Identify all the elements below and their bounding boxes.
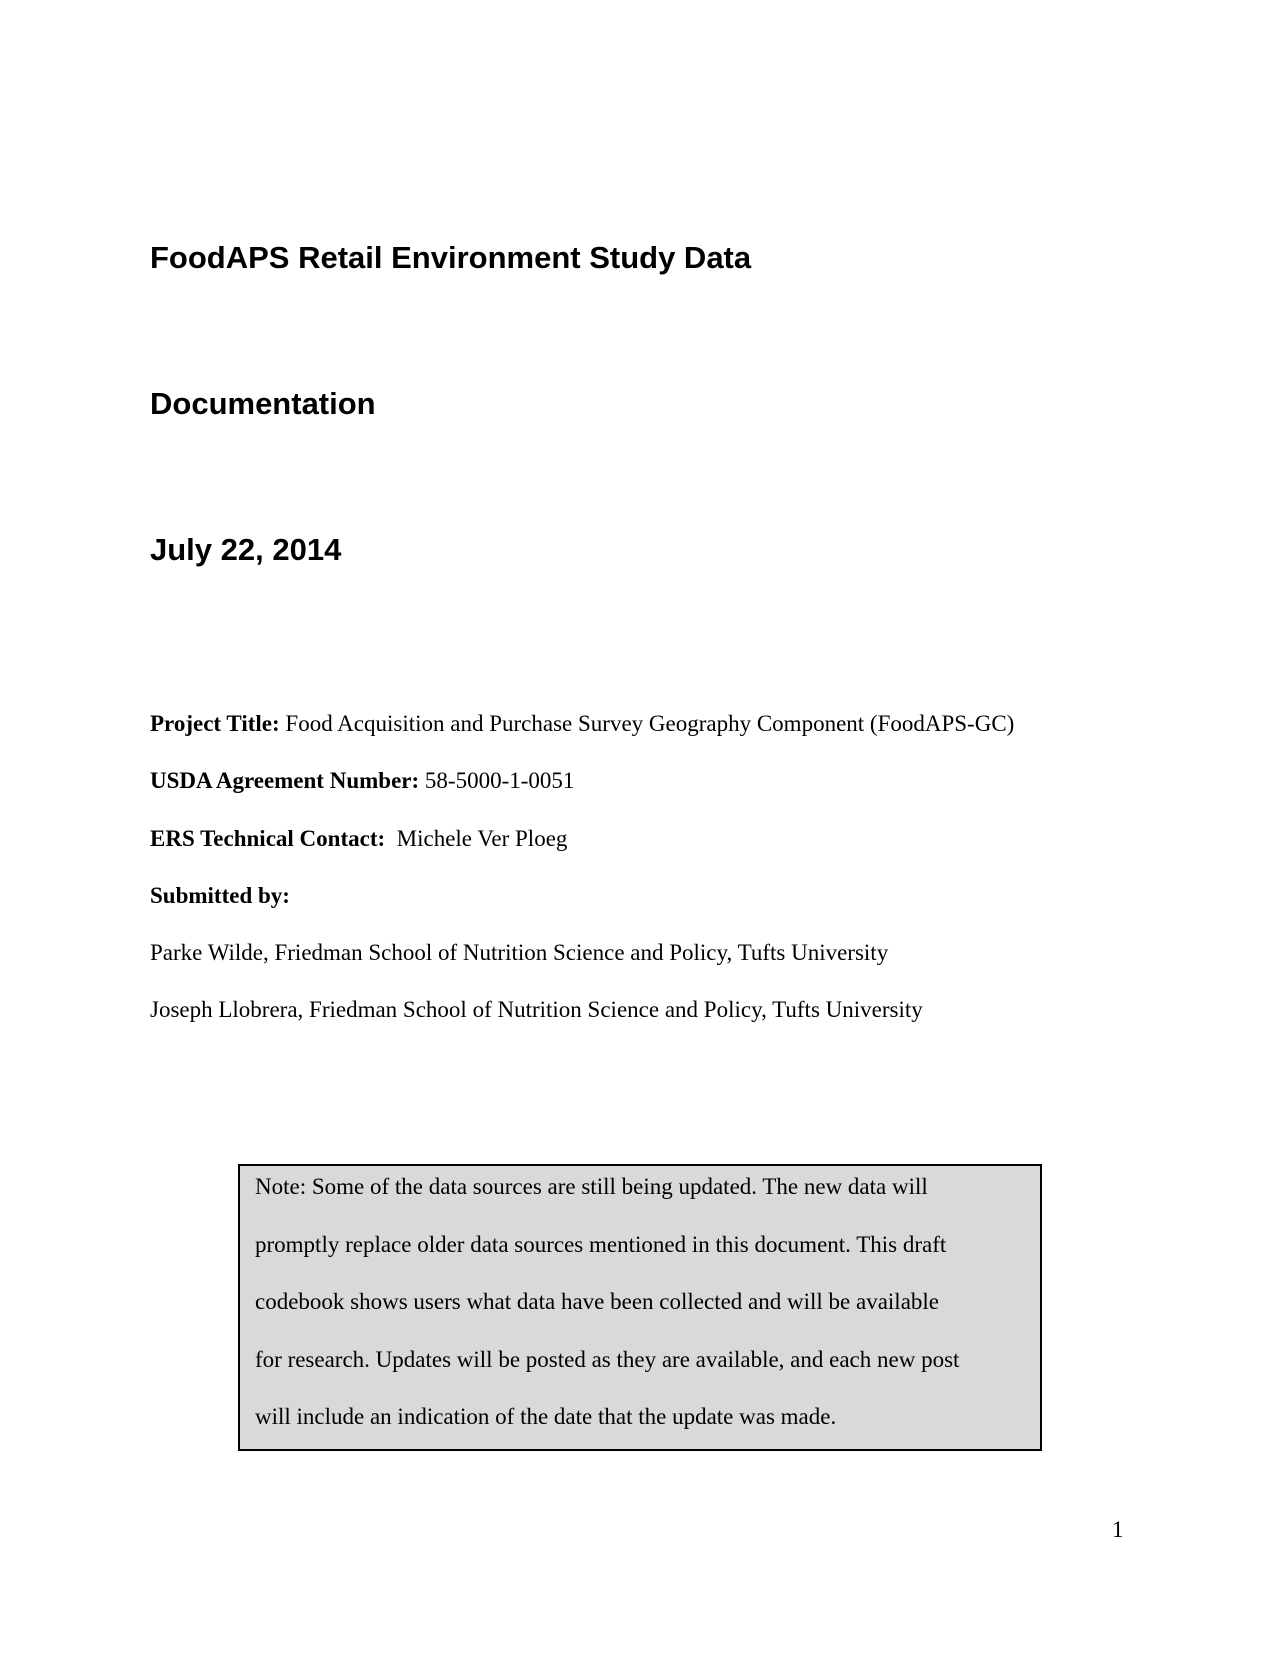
note-text-line: Note: Some of the data sources are still being updated. The new data will [255, 1174, 928, 1199]
technical-contact-line [150, 825, 567, 853]
agreement-number-line [150, 767, 574, 795]
project-title-line [150, 710, 1014, 738]
document-subtitle: Documentation [150, 386, 376, 421]
note-text-line: for research. Updates will be posted as they are available, and each new post [255, 1346, 960, 1372]
note-text-line: promptly replace older data sources mentioned in this document. This draft [255, 1231, 947, 1257]
document-date: July 22, 2014 [150, 532, 342, 567]
agreement-number-value: 58-5000-1-0051 [424, 768, 575, 793]
technical-contact-value: Michele Ver Ploeg [396, 826, 568, 851]
technical-contact-label: ERS Technical Contact: [150, 826, 386, 851]
note-text-line: will include an indication of the date that the update was made. [255, 1404, 837, 1429]
note-text-line: codebook shows users what data have been collected and will be available [255, 1289, 940, 1314]
project-title-label: Project Title: [150, 711, 280, 736]
agreement-number-label: USDA Agreement Number: [150, 768, 420, 793]
page-number: 1 [1112, 1517, 1124, 1542]
draft-note-box [238, 1164, 1042, 1451]
document-title: FoodAPS Retail Environment Study Data [150, 240, 752, 275]
author-line: Parke Wilde, Friedman School of Nutrition Science and Policy, Tufts University [150, 940, 889, 965]
author-line: Joseph Llobrera, Friedman School of Nutrition Science and Policy, Tufts University [150, 997, 923, 1022]
submitted-by-label: Submitted by: [150, 883, 290, 908]
project-title-value: Food Acquisition and Purchase Survey Geography Component (FoodAPS-GC) [285, 711, 1015, 736]
